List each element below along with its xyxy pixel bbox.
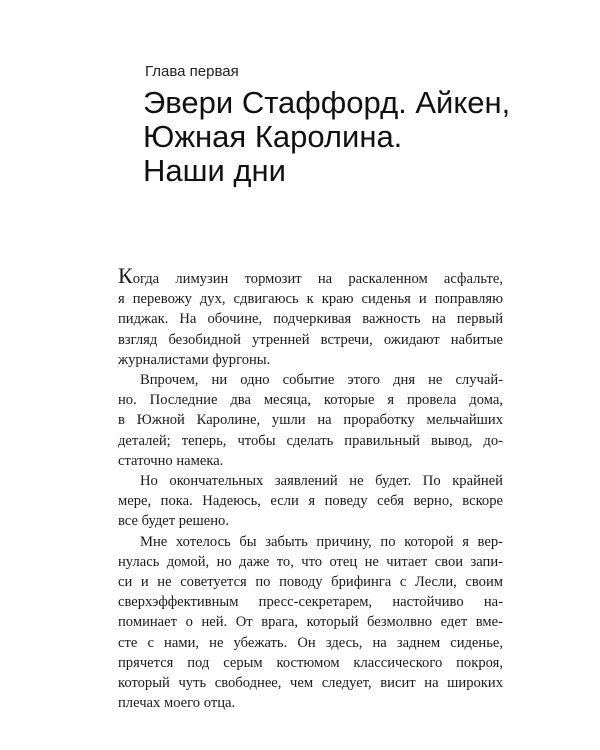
text-line: поминает о ней. От врага, который безмолвно едет вме- [118,614,503,631]
text-line: деталей; теперь, чтобы сделать правильный вывод, до- [118,432,503,449]
text-line: все будет решено. [118,513,230,530]
chapter-title-line: Южная Каролина. [143,119,403,154]
paragraph [118,263,503,370]
text-line: си и не советуется по поводу брифинга с Лесли, своим [118,574,503,591]
text-line: мере, пока. Надеюсь, если я поведу себя верно, вскоре [118,493,503,510]
text-line: Но окончательных заявлений не будет. По крайней [140,473,503,490]
paragraph [118,532,503,714]
paragraph [118,471,503,532]
text-line: но. Последние два месяца, которые я провела дома, [118,392,503,409]
text-line: статочно намека. [118,452,224,469]
text-line: журналистами фургоны. [118,351,271,368]
text-line: пиджак. На обочине, подчеркивая важность на первый [118,311,503,328]
paragraph [118,370,503,471]
chapter-label: Глава первая [145,63,239,80]
text-line: плечах моего отца. [118,695,236,712]
chapter-title-line: Наши дни [143,153,286,188]
text-line: прячется под серым костюмом классического покроя, [118,654,503,671]
text-line: сверхэффективным пресс-секретарем, настойчиво на- [118,594,503,611]
text-line: сте с нами, не убежать. Он здесь, на заднем сиденье, [118,634,503,651]
text-line: нулась домой, но даже то, что отец не читает свои запи- [118,553,503,570]
text-line [118,263,503,289]
text-line: Впрочем, ни одно событие этого дня не случай- [140,372,503,389]
text-line: Мне хотелось бы забыть причину, по которой я вер- [140,533,503,550]
text-line: взгляд безобидной утренней встречи, ожидают набитые [118,331,503,348]
text-line: в Южной Каролине, ушли на проработку мельчайших [118,412,503,429]
chapter-title-line: Эвери Стаффорд. Айкен, [143,85,511,120]
text-line-content: огда лимузин тормозит на раскаленном асфальте, [132,271,503,287]
chapter-title [143,86,563,188]
text-line: который чуть свободнее, чем следует, висит на широких [118,675,503,692]
body-text [118,263,503,713]
text-line: я перевожу дух, сдвигаюсь к краю сиденья и поправляю [118,291,503,308]
drop-cap: К [118,263,133,288]
